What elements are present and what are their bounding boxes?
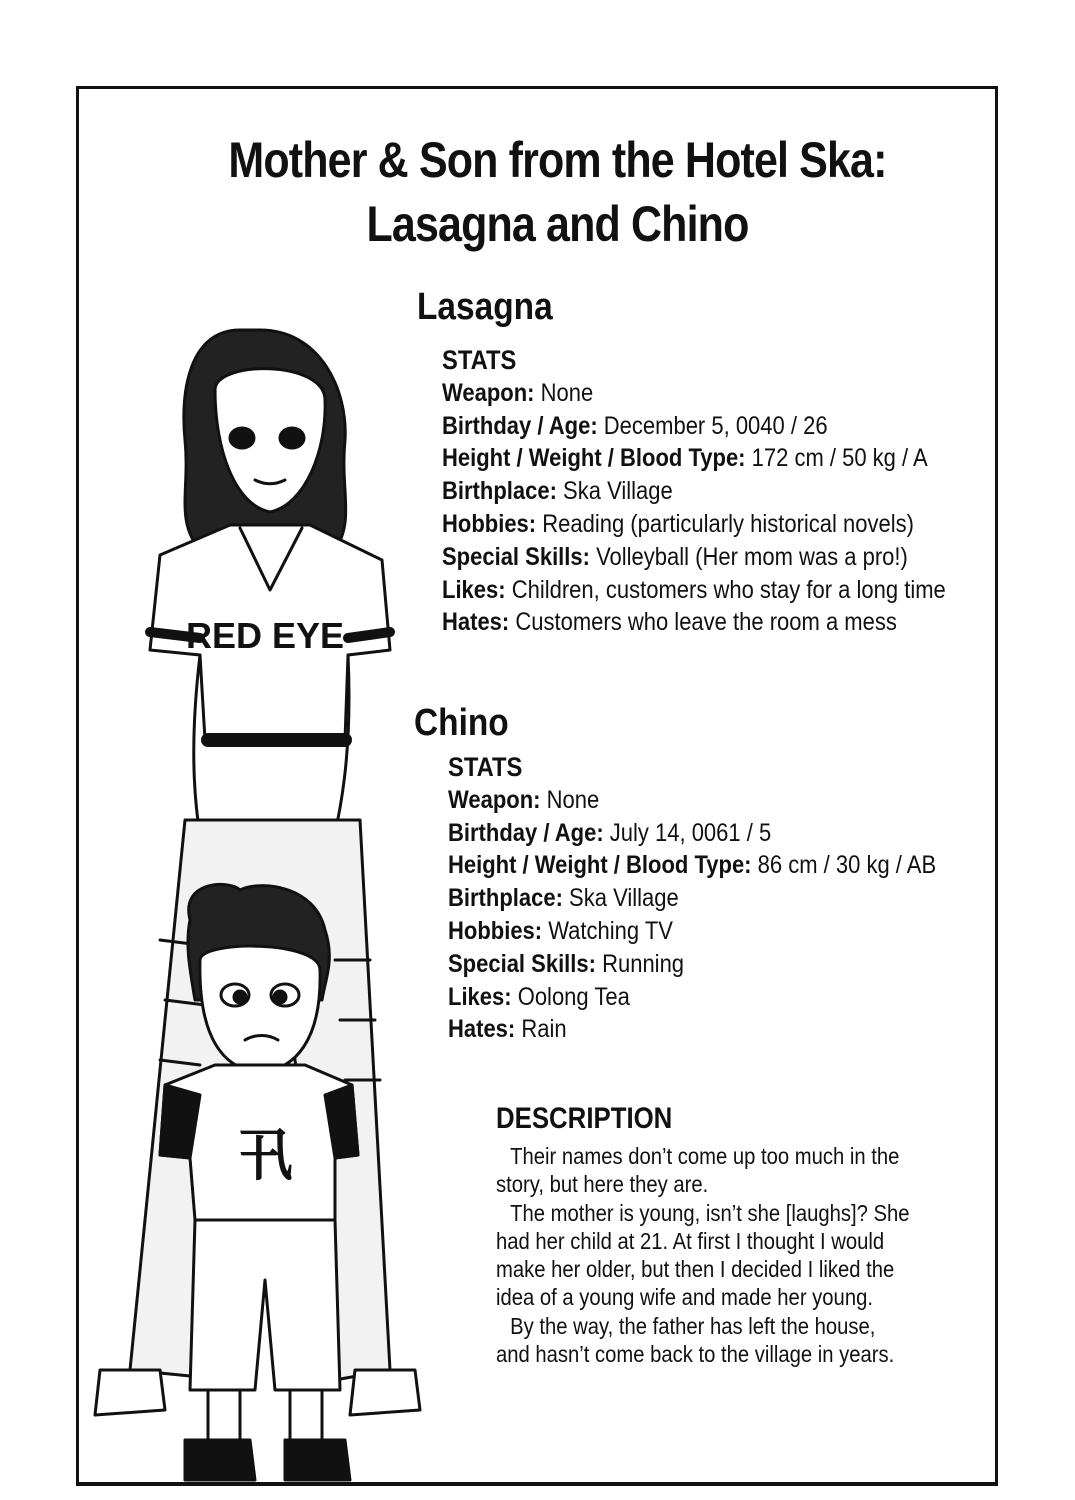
chino-stats [448, 751, 936, 1046]
lasagna-name: Lasagna [417, 286, 553, 328]
stat-row [442, 410, 946, 443]
kid-shirt-glyph: 卂 [237, 1124, 293, 1189]
stat-row [442, 377, 946, 410]
description-line: Their names don’t come up too much in the [510, 1143, 900, 1169]
stat-value: 86 cm / 30 kg / AB [757, 851, 937, 880]
stat-row [448, 882, 936, 915]
stat-row [448, 981, 936, 1014]
shirt-lettering: RED EYE [185, 615, 345, 656]
stat-label: Height / Weight / Blood Type: [442, 444, 746, 473]
stat-row [442, 606, 946, 639]
stat-value: July 14, 0061 / 5 [609, 818, 772, 847]
character-illustration [90, 320, 430, 1490]
stat-label: Special Skills: [442, 542, 590, 571]
stat-label: Weapon: [442, 378, 535, 407]
stat-label: Hobbies: [448, 916, 543, 945]
stat-row [448, 915, 936, 948]
lasagna-stats [442, 344, 946, 639]
lasagna-stats-heading: STATS [442, 345, 517, 375]
stat-label: Hates: [442, 608, 510, 637]
stat-value: Oolong Tea [517, 982, 630, 1011]
stat-label: Hobbies: [442, 509, 537, 538]
description-line: By the way, the father has left the house, [510, 1312, 876, 1339]
stat-value: Reading (particularly historical novels) [542, 509, 914, 538]
stat-row [448, 1013, 936, 1046]
stat-value: Children, customers who stay for a long time [511, 575, 946, 604]
stat-value: Ska Village [569, 884, 679, 913]
description-line: idea of a young wife and made her young. [496, 1284, 873, 1311]
stat-row [448, 784, 936, 817]
description-line: and hasn’t come back to the village in years. [496, 1341, 895, 1368]
chino-shorts [190, 1220, 340, 1390]
stat-value: None [540, 378, 594, 407]
description-line: make her older, but then I decided I liked the [496, 1256, 895, 1283]
chino-name: Chino [414, 702, 509, 744]
description-line: story, but here they are. [496, 1171, 709, 1198]
stat-label: Special Skills: [448, 949, 596, 978]
stat-value: Volleyball (Her mom was a pro!) [596, 542, 908, 571]
stat-value: Rain [521, 1015, 567, 1044]
stat-label: Birthplace: [442, 477, 557, 506]
stat-label: Height / Weight / Blood Type: [448, 851, 752, 880]
stat-label: Likes: [442, 575, 506, 604]
stat-value: December 5, 0040 / 26 [603, 411, 828, 440]
stat-row [442, 574, 946, 607]
stat-value: Customers who leave the room a mess [515, 608, 897, 637]
stat-row [442, 508, 946, 541]
stat-row [442, 475, 946, 508]
stat-value: Running [602, 949, 685, 978]
chino-shoe-left [185, 1440, 255, 1480]
stat-row [448, 849, 936, 882]
stat-value: None [546, 785, 600, 814]
chino-shoe-right [285, 1440, 350, 1480]
description-heading: DESCRIPTION [496, 1102, 673, 1135]
stat-label: Birthplace: [448, 884, 563, 913]
description-line: had her child at 21. At first I thought I would [496, 1227, 885, 1254]
page-title [164, 128, 951, 256]
chino-stats-heading: STATS [448, 752, 523, 782]
stat-row [448, 817, 936, 850]
stat-value: 172 cm / 50 kg / A [751, 444, 928, 473]
stat-value: Watching TV [548, 916, 673, 945]
stat-value: Ska Village [563, 477, 673, 506]
description-text [496, 1142, 909, 1368]
title-line-1: Mother & Son from the Hotel Ska: [228, 132, 887, 188]
description-line: The mother is young, isn’t she [laughs]? She [510, 1199, 910, 1226]
stat-label: Likes: [448, 982, 512, 1011]
stat-label: Birthday / Age: [448, 818, 604, 847]
stat-row [442, 541, 946, 574]
stat-row [448, 948, 936, 981]
stat-label: Weapon: [448, 785, 541, 814]
stat-label: Hates: [448, 1015, 516, 1044]
stat-label: Birthday / Age: [442, 411, 598, 440]
stat-row [442, 442, 946, 475]
title-line-2: Lasagna and Chino [366, 196, 749, 252]
